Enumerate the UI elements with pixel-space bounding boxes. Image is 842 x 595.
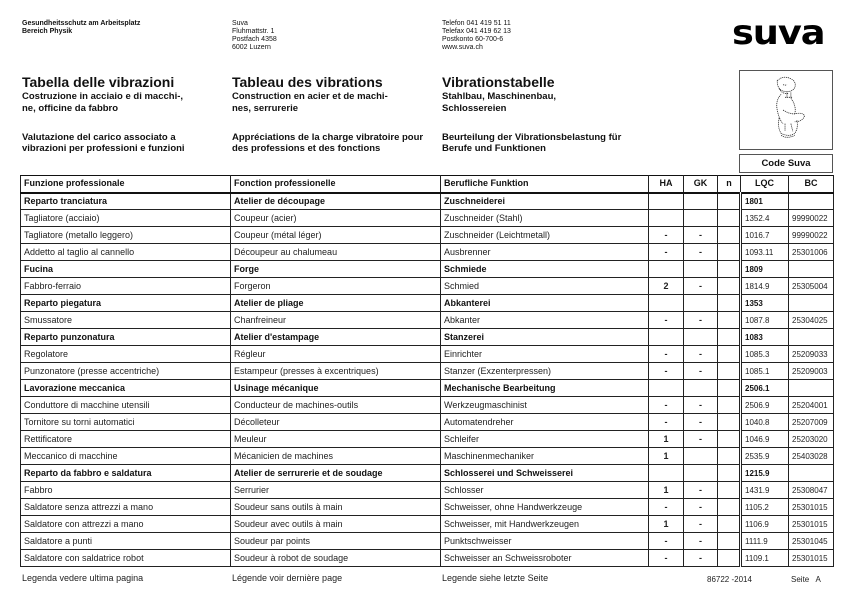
cell-ha: -	[649, 363, 684, 380]
cell-bc: 25203020	[789, 431, 834, 448]
cell-fr: Chanfreineur	[231, 312, 441, 329]
cell-it: Addetto al taglio al cannello	[21, 244, 231, 261]
cell-it: Tagliatore (acciaio)	[21, 210, 231, 227]
title-block-italian	[22, 74, 237, 114]
title-block-french	[232, 74, 447, 114]
cell-fr: Régleur	[231, 346, 441, 363]
section-row	[21, 329, 834, 346]
table-row	[21, 431, 834, 448]
cell-bc: 99990022	[789, 210, 834, 227]
cell-lqc: 1801	[741, 193, 789, 210]
column-header-lqc: LQC	[741, 176, 789, 193]
cell-gk: -	[684, 244, 718, 261]
cell-ha: 2	[649, 278, 684, 295]
cell-bc: 25204001	[789, 397, 834, 414]
cell-ha	[649, 261, 684, 278]
table-row	[21, 278, 834, 295]
cell-ha: -	[649, 550, 684, 567]
cell-ha: -	[649, 227, 684, 244]
cell-ha	[649, 329, 684, 346]
cell-lqc: 1215.9	[741, 465, 789, 482]
cell-de: Punktschweisser	[441, 533, 649, 550]
page-title-fr: Tableau des vibrations	[232, 74, 383, 90]
cell-de: Zuschneider (Leichtmetall)	[441, 227, 649, 244]
cell-gk: -	[684, 550, 718, 567]
table-row	[21, 448, 834, 465]
cell-gk: -	[684, 482, 718, 499]
column-header-de: Berufliche Funktion	[441, 176, 649, 193]
table-row	[21, 363, 834, 380]
cell-gk	[684, 329, 718, 346]
description-line: des professions et des fonctions	[232, 143, 381, 154]
cell-fr: Soudeur avec outils à main	[231, 516, 441, 533]
table-row	[21, 414, 834, 431]
cell-lqc: 1105.2	[741, 499, 789, 516]
cell-lqc: 1083	[741, 329, 789, 346]
cell-bc: 25304025	[789, 312, 834, 329]
cell-bc: 99990022	[789, 227, 834, 244]
cell-bc	[789, 295, 834, 312]
cell-ha: -	[649, 499, 684, 516]
cell-de: Zuschneiderei	[441, 193, 649, 210]
cell-lqc: 1431.9	[741, 482, 789, 499]
cell-n	[718, 295, 741, 312]
cell-gk: -	[684, 516, 718, 533]
address-block	[232, 20, 277, 52]
cell-lqc: 1016.7	[741, 227, 789, 244]
description-line: Berufe und Funktionen	[442, 143, 546, 154]
cell-de: Abkanterei	[441, 295, 649, 312]
legend-note-de: Legende siehe letzte Seite	[442, 573, 549, 583]
cell-it: Punzonatore (presse accentriche)	[21, 363, 231, 380]
cell-bc	[789, 261, 834, 278]
cell-it: Tagliatore (metallo leggero)	[21, 227, 231, 244]
section-row	[21, 193, 834, 210]
cell-lqc: 1046.9	[741, 431, 789, 448]
cell-fr: Usinage mécanique	[231, 380, 441, 397]
contact-line: Telefax 041 419 62 13	[442, 28, 511, 35]
cell-fr: Forgeron	[231, 278, 441, 295]
cell-n	[718, 516, 741, 533]
cell-n	[718, 312, 741, 329]
cell-n	[718, 448, 741, 465]
cell-n	[718, 431, 741, 448]
description-line: Beurteilung der Vibrationsbelastung für	[442, 132, 622, 143]
cell-it: Regolatore	[21, 346, 231, 363]
cell-gk: -	[684, 363, 718, 380]
cell-bc: 25209003	[789, 363, 834, 380]
cell-de: Schweisser an Schweissroboter	[441, 550, 649, 567]
cell-ha: -	[649, 414, 684, 431]
suva-logo: suva	[732, 13, 825, 53]
cell-bc: 25301015	[789, 499, 834, 516]
cell-gk: -	[684, 499, 718, 516]
cell-n	[718, 346, 741, 363]
cell-fr: Décolleteur	[231, 414, 441, 431]
cell-fr: Mécanicien de machines	[231, 448, 441, 465]
column-header-it: Funzione professionale	[21, 176, 231, 193]
cell-de: Schleifer	[441, 431, 649, 448]
cell-it: Fucina	[21, 261, 231, 278]
description-fr	[232, 132, 447, 154]
cell-gk	[684, 210, 718, 227]
address-line: Fluhmattstr. 1	[232, 28, 275, 35]
cell-bc: 25207009	[789, 414, 834, 431]
column-header-ha: HA	[649, 176, 684, 193]
section-row	[21, 465, 834, 482]
cell-gk: -	[684, 227, 718, 244]
cell-fr: Atelier de serrurerie et de soudage	[231, 465, 441, 482]
cell-fr: Atelier de découpage	[231, 193, 441, 210]
table-row	[21, 516, 834, 533]
cell-bc: 25301006	[789, 244, 834, 261]
page-title-de: Vibrationstabelle	[442, 74, 555, 90]
cell-lqc: 1809	[741, 261, 789, 278]
cell-gk	[684, 465, 718, 482]
cell-n	[718, 210, 741, 227]
cell-it: Fabbro	[21, 482, 231, 499]
cell-fr: Atelier d'estampage	[231, 329, 441, 346]
cell-gk	[684, 448, 718, 465]
cell-bc: 25305004	[789, 278, 834, 295]
worker-mascot-icon	[739, 70, 833, 150]
cell-de: Abkanter	[441, 312, 649, 329]
cell-lqc: 1106.9	[741, 516, 789, 533]
cell-gk: -	[684, 312, 718, 329]
cell-de: Schmied	[441, 278, 649, 295]
cell-n	[718, 414, 741, 431]
title-block-german	[442, 74, 657, 114]
cell-de: Mechanische Bearbeitung	[441, 380, 649, 397]
address-line: Suva	[232, 20, 248, 27]
cell-de: Maschinenmechaniker	[441, 448, 649, 465]
cell-ha: -	[649, 312, 684, 329]
cell-it: Tornitore su torni automatici	[21, 414, 231, 431]
table-row	[21, 533, 834, 550]
cell-ha	[649, 295, 684, 312]
cell-it: Saldatore a punti	[21, 533, 231, 550]
subtitle-fr: Construction en acier et de machi-	[232, 91, 388, 102]
code-suva-label: Code Suva	[739, 154, 833, 173]
table-row	[21, 210, 834, 227]
cell-lqc: 1353	[741, 295, 789, 312]
cell-bc: 25301045	[789, 533, 834, 550]
cell-n	[718, 499, 741, 516]
cell-bc	[789, 465, 834, 482]
cell-de: Werkzeugmaschinist	[441, 397, 649, 414]
column-header-bc: BC	[789, 176, 834, 193]
vibration-table	[20, 175, 834, 567]
cell-lqc: 1040.8	[741, 414, 789, 431]
table-row	[21, 397, 834, 414]
table-row	[21, 482, 834, 499]
table-row	[21, 244, 834, 261]
cell-fr: Forge	[231, 261, 441, 278]
table-header-row	[21, 176, 834, 193]
contact-line: www.suva.ch	[442, 44, 483, 51]
subtitle-it: Costruzione in acciaio e di macchi-,	[22, 91, 184, 102]
section-row	[21, 380, 834, 397]
cell-ha: -	[649, 533, 684, 550]
cell-lqc: 1087.8	[741, 312, 789, 329]
cell-bc	[789, 193, 834, 210]
cell-de: Zuschneider (Stahl)	[441, 210, 649, 227]
cell-ha: 1	[649, 482, 684, 499]
cell-fr: Soudeur par points	[231, 533, 441, 550]
cell-bc	[789, 329, 834, 346]
contact-line: Postkonto 60-700-6	[442, 36, 504, 43]
page-number: Seite A	[791, 575, 821, 584]
cell-n	[718, 380, 741, 397]
cell-bc: 25301015	[789, 516, 834, 533]
cell-it: Fabbro-ferraio	[21, 278, 231, 295]
cell-lqc: 2506.9	[741, 397, 789, 414]
cell-lqc: 1093.11	[741, 244, 789, 261]
cell-n	[718, 550, 741, 567]
cell-n	[718, 227, 741, 244]
cell-ha: 1	[649, 448, 684, 465]
table-row	[21, 550, 834, 567]
cell-gk: -	[684, 397, 718, 414]
subtitle-fr: nes, serrurerie	[232, 103, 299, 114]
cell-it: Reparto punzonatura	[21, 329, 231, 346]
cell-it: Reparto piegatura	[21, 295, 231, 312]
cell-fr: Soudeur sans outils à main	[231, 499, 441, 516]
cell-bc	[789, 380, 834, 397]
cell-ha: -	[649, 244, 684, 261]
cell-ha: 1	[649, 431, 684, 448]
cell-de: Einrichter	[441, 346, 649, 363]
cell-de: Schweisser, ohne Handwerkzeuge	[441, 499, 649, 516]
column-header-gk: GK	[684, 176, 718, 193]
cell-fr: Coupeur (acier)	[231, 210, 441, 227]
cell-gk	[684, 193, 718, 210]
cell-ha	[649, 465, 684, 482]
cell-gk	[684, 380, 718, 397]
address-line: 6002 Luzern	[232, 44, 271, 51]
cell-n	[718, 244, 741, 261]
cell-bc: 25308047	[789, 482, 834, 499]
cell-gk: -	[684, 431, 718, 448]
column-header-fr: Fonction professionelle	[231, 176, 441, 193]
subtitle-de: Stahlbau, Maschinenbau,	[442, 91, 557, 102]
cell-gk: -	[684, 533, 718, 550]
address-line: Postfach 4358	[232, 36, 277, 43]
cell-de: Stanzerei	[441, 329, 649, 346]
cell-it: Saldatore con attrezzi a mano	[21, 516, 231, 533]
cell-fr: Serrurier	[231, 482, 441, 499]
cell-fr: Découpeur au chalumeau	[231, 244, 441, 261]
cell-n	[718, 465, 741, 482]
cell-fr: Coupeur (métal léger)	[231, 227, 441, 244]
cell-de: Schlosser	[441, 482, 649, 499]
subtitle-de: Schlossereien	[442, 103, 507, 114]
cell-it: Meccanico di macchine	[21, 448, 231, 465]
cell-fr: Atelier de pliage	[231, 295, 441, 312]
legend-note-it: Legenda vedere ultima pagina	[22, 573, 144, 583]
cell-ha: -	[649, 346, 684, 363]
cell-fr: Conducteur de machines-outils	[231, 397, 441, 414]
cell-bc: 25209033	[789, 346, 834, 363]
cell-lqc: 1085.1	[741, 363, 789, 380]
cell-it: Saldatore senza attrezzi a mano	[21, 499, 231, 516]
cell-it: Rettificatore	[21, 431, 231, 448]
table-row	[21, 346, 834, 363]
cell-n	[718, 533, 741, 550]
cell-ha	[649, 380, 684, 397]
cell-it: Reparto da fabbro e saldatura	[21, 465, 231, 482]
legend-note-fr: Légende voir dernière page	[232, 573, 343, 583]
cell-lqc: 1109.1	[741, 550, 789, 567]
cell-ha	[649, 193, 684, 210]
cell-n	[718, 193, 741, 210]
cell-gk: -	[684, 414, 718, 431]
column-header-n: n	[718, 176, 741, 193]
cell-n	[718, 329, 741, 346]
cell-bc: 25301015	[789, 550, 834, 567]
cell-n	[718, 278, 741, 295]
description-line: Appréciations de la charge vibratoire pour	[232, 132, 424, 143]
cell-gk: -	[684, 346, 718, 363]
cell-it: Conduttore di macchine utensili	[21, 397, 231, 414]
cell-gk: -	[684, 278, 718, 295]
subtitle-it: ne, officine da fabbro	[22, 103, 119, 114]
cell-it: Smussatore	[21, 312, 231, 329]
description-de	[442, 132, 657, 154]
cell-de: Stanzer (Exzenterpressen)	[441, 363, 649, 380]
table-row	[21, 312, 834, 329]
cell-gk	[684, 295, 718, 312]
cell-it: Saldatore con saldatrice robot	[21, 550, 231, 567]
cell-lqc: 1814.9	[741, 278, 789, 295]
description-line: Valutazione del carico associato a	[22, 132, 176, 143]
table-row	[21, 227, 834, 244]
contact-line: Telefon 041 419 51 11	[442, 20, 511, 27]
cell-n	[718, 482, 741, 499]
cell-n	[718, 397, 741, 414]
contact-block	[442, 20, 511, 52]
org-line: Gesundheitsschutz am Arbeitsplatz	[22, 20, 141, 27]
cell-gk	[684, 261, 718, 278]
cell-it: Lavorazione meccanica	[21, 380, 231, 397]
section-row	[21, 261, 834, 278]
cell-de: Schweisser, mit Handwerkzeugen	[441, 516, 649, 533]
cell-fr: Estampeur (presses à excentriques)	[231, 363, 441, 380]
cell-de: Schmiede	[441, 261, 649, 278]
cell-de: Automatendreher	[441, 414, 649, 431]
cell-lqc: 1352.4	[741, 210, 789, 227]
cell-de: Schlosserei und Schweisserei	[441, 465, 649, 482]
cell-it: Reparto tranciatura	[21, 193, 231, 210]
document-number: 86722 -2014	[707, 575, 752, 584]
cell-bc: 25403028	[789, 448, 834, 465]
cell-n	[718, 363, 741, 380]
description-line: vibrazioni per professioni e funzioni	[22, 143, 185, 154]
page-title-it: Tabella delle vibrazioni	[22, 74, 175, 90]
cell-lqc: 2535.9	[741, 448, 789, 465]
cell-de: Ausbrenner	[441, 244, 649, 261]
cell-n	[718, 261, 741, 278]
org-line: Bereich Physik	[22, 28, 73, 35]
cell-ha: -	[649, 397, 684, 414]
description-it	[22, 132, 237, 154]
section-row	[21, 295, 834, 312]
cell-lqc: 1085.3	[741, 346, 789, 363]
org-block	[22, 20, 140, 36]
cell-lqc: 2506.1	[741, 380, 789, 397]
table-row	[21, 499, 834, 516]
cell-lqc: 1111.9	[741, 533, 789, 550]
cell-fr: Soudeur à robot de soudage	[231, 550, 441, 567]
cell-fr: Meuleur	[231, 431, 441, 448]
cell-ha	[649, 210, 684, 227]
cell-ha: 1	[649, 516, 684, 533]
